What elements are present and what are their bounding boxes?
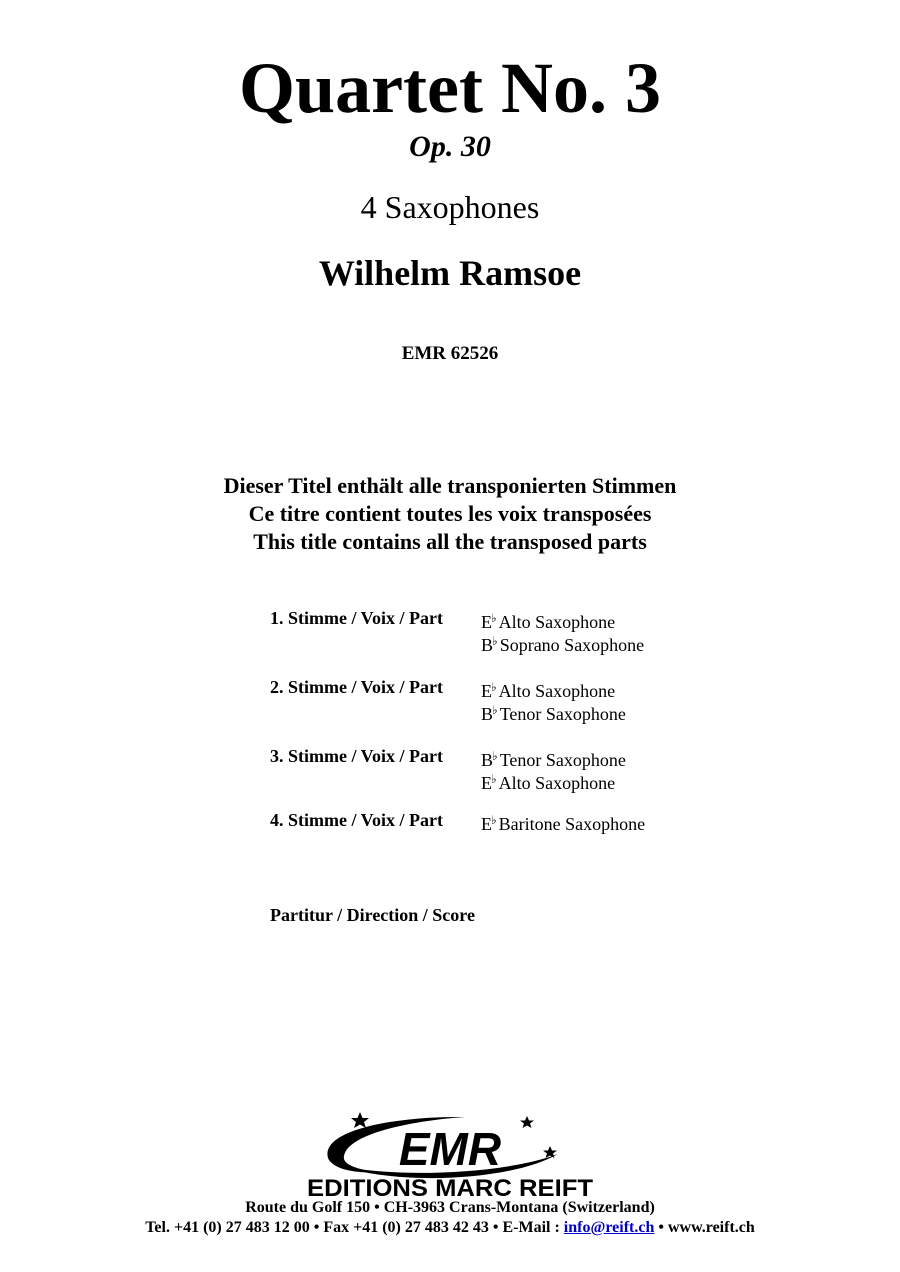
star-icon (351, 1112, 369, 1128)
flat-icon: ♭ (491, 813, 497, 827)
flat-icon: ♭ (492, 749, 498, 763)
part-2-instruments (481, 678, 626, 723)
part-2-label: 2. Stimme / Voix / Part (270, 677, 443, 697)
star-icon (543, 1146, 557, 1158)
part-3-label: 3. Stimme / Voix / Part (270, 746, 443, 766)
composer-name: Wilhelm Ramsoe (318, 253, 582, 293)
part-3-instrument-1: B♭ Tenor Saxophone (481, 749, 626, 770)
star-icon (520, 1116, 534, 1128)
part-1-instrument-1: E♭ Alto Saxophone (481, 611, 616, 632)
part-3-instrument-2: E♭ Alto Saxophone (481, 771, 616, 793)
part-1-instruments (481, 609, 644, 654)
part-2-instrument-1: E♭ Alto Saxophone (481, 680, 616, 701)
catalog-number: EMR 62526 (401, 343, 499, 364)
instrumentation: 4 Saxophones (360, 189, 540, 225)
part-3-instruments (481, 747, 626, 792)
publisher-contact: Tel. +41 (0) 27 483 12 00 • Fax +41 (0) 27 483 42 43 • E-Mail : info@reift.ch • www.reift.ch (145, 1219, 755, 1236)
flat-icon: ♭ (492, 633, 498, 648)
logo-mark: EMR (398, 1123, 502, 1175)
logo-publisher-name: EDITIONS MARC REIFT (307, 1175, 594, 1202)
part-4-label: 4. Stimme / Voix / Part (270, 810, 443, 830)
opus-number: Op. 30 (409, 130, 491, 163)
notice-line-english: This title contains all the transposed parts (253, 529, 647, 554)
score-label: Partitur / Direction / Score (270, 905, 475, 925)
publisher-logo (300, 1108, 600, 1202)
part-1-instrument-2: B♭ Soprano Saxophone (481, 633, 645, 655)
part-4-instrument-1: E♭ Baritone Saxophone (481, 813, 646, 834)
flat-icon: ♭ (491, 680, 497, 694)
flat-icon: ♭ (491, 771, 497, 786)
notice-line-german: Dieser Titel enthält alle transponierten Stimmen (223, 473, 677, 498)
publisher-address: Route du Golf 150 • CH-3963 Crans-Montana (Switzerland) (245, 1199, 655, 1216)
part-4-instruments (481, 811, 645, 834)
part-1-label: 1. Stimme / Voix / Part (270, 608, 443, 628)
transposition-notice (0, 472, 900, 556)
flat-icon: ♭ (492, 702, 498, 717)
part-2-instrument-2: B♭ Tenor Saxophone (481, 702, 626, 724)
notice-line-french: Ce titre contient toutes les voix transposées (248, 501, 652, 526)
flat-icon: ♭ (491, 611, 497, 625)
page-title: Quartet No. 3 (239, 48, 661, 128)
email-link[interactable]: info@reift.ch (563, 1219, 655, 1236)
